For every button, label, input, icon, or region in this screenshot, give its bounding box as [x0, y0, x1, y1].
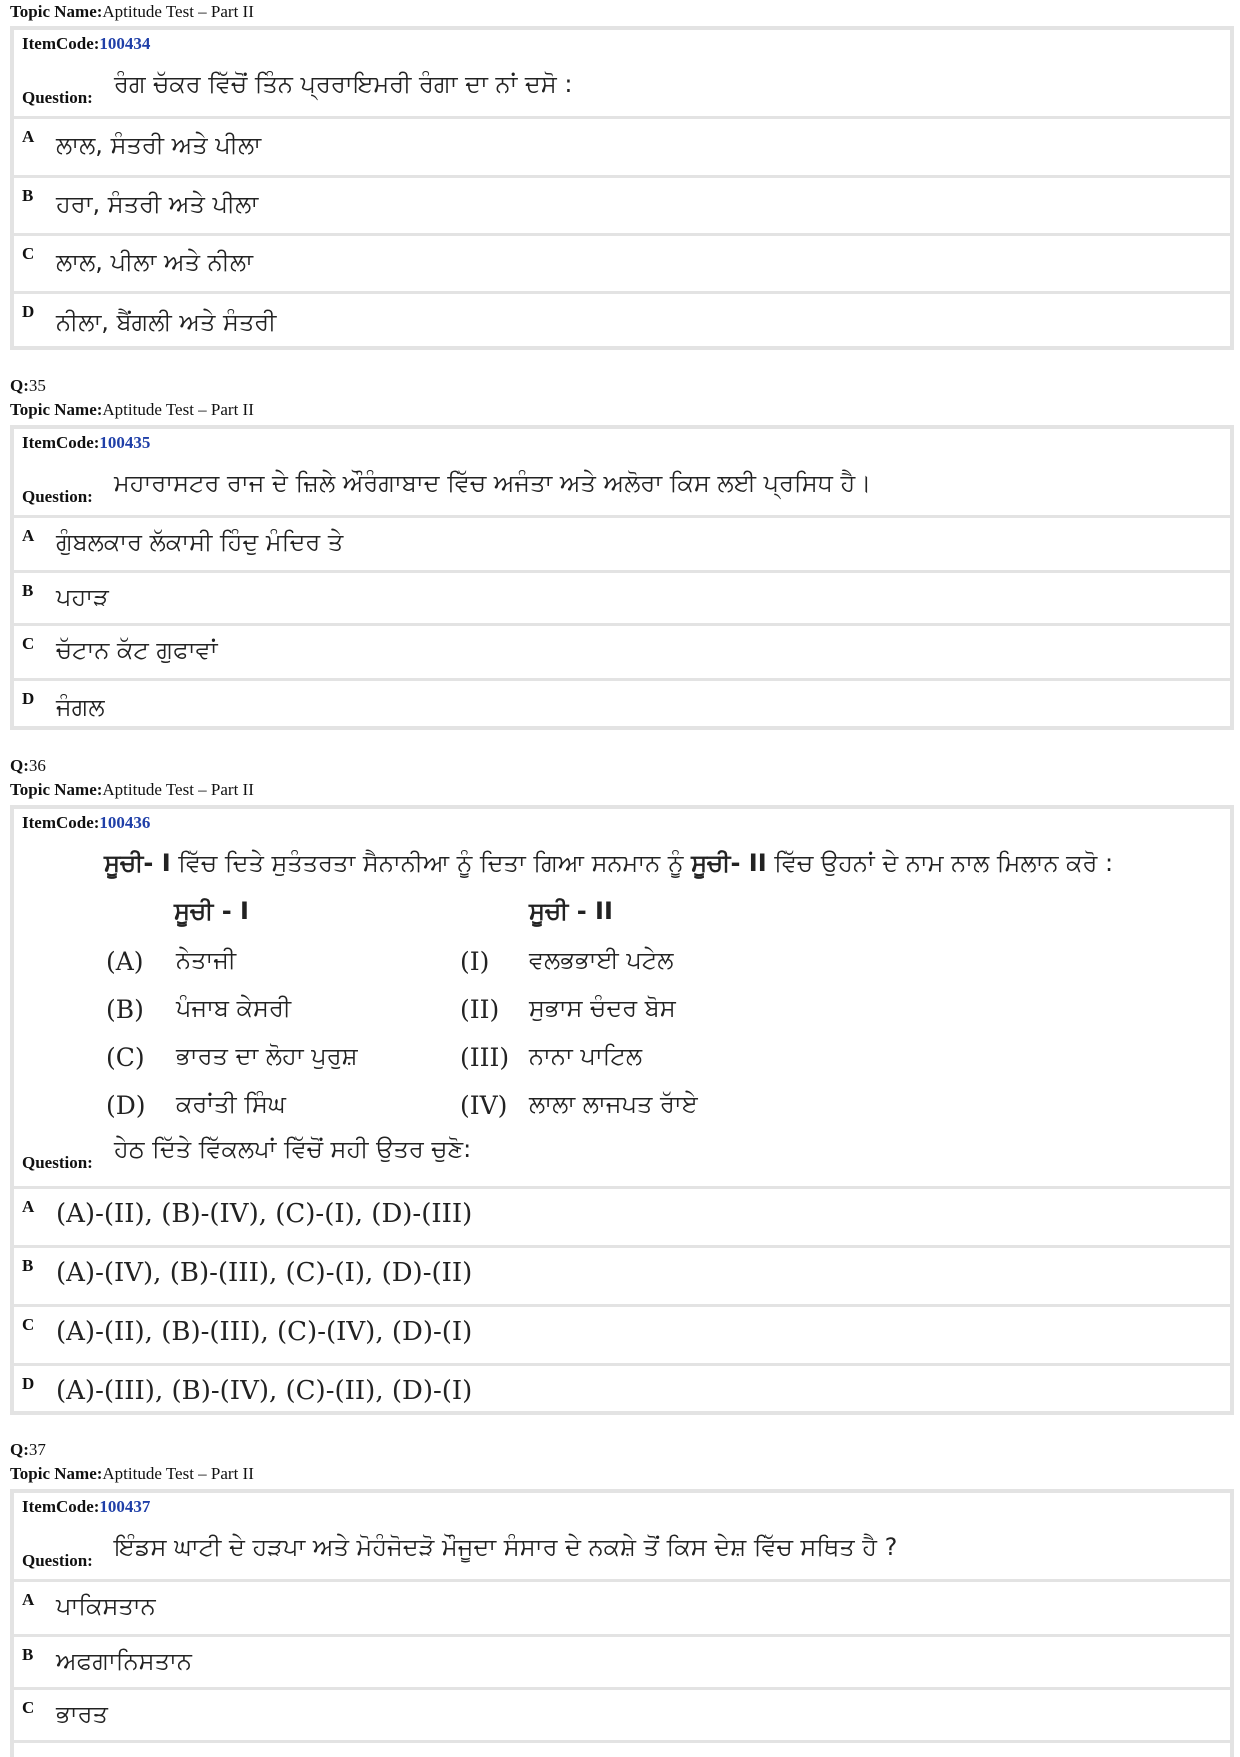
question-text: ਰੰਗ ਚੱਕਰ ਵਿੱਚੋਂ ਤਿੰਨ ਪ੍ਰਰਾਇਮਰੀ ਰੰਗਾ ਦਾ ਨਾਂ ਦਸੋ :: [114, 70, 573, 98]
question-number-q36: [10, 756, 46, 776]
list1-key-d: (D): [106, 1091, 146, 1120]
item-code: [22, 433, 150, 453]
match-instruction: [104, 849, 1113, 877]
list2-key-iii: (III): [460, 1043, 510, 1072]
option-text: ਪਹਾੜ: [56, 583, 109, 611]
topic-name-q35: [10, 400, 254, 420]
option-b[interactable]: [14, 1637, 1230, 1690]
option-text: ਗੁੰਬਲਕਾਰ ਲੱਕਾਸੀ ਹਿੰਦੁ ਮੰਦਿਰ ਤੇ: [56, 528, 344, 556]
item-code-value: 100435: [99, 433, 151, 452]
list2-key-ii: (II): [460, 995, 500, 1024]
option-text: ਪਾਕਿਸਤਾਨ: [56, 1592, 156, 1620]
option-text: ਨੀਲਾ, ਬੈਂਗਲੀ ਅਤੇ ਸੰਤਰੀ: [56, 308, 277, 336]
list2-item-ii: ਸੁਭਾਸ ਚੰਦਰ ਬੋਸ: [529, 994, 676, 1022]
question-label: Question:: [22, 88, 93, 107]
question-row: [14, 1493, 1230, 1582]
option-label: C: [22, 1698, 35, 1717]
topic-label: Topic Name:: [10, 2, 103, 21]
option-c[interactable]: [14, 626, 1230, 681]
list1-heading-text: ਸੂਚੀ - I: [174, 897, 249, 925]
option-d[interactable]: [14, 1366, 1230, 1422]
q-number-value: 35: [28, 376, 46, 395]
option-text: (A)-(IV), (B)-(III), (C)-(I), (D)-(II): [56, 1258, 473, 1288]
topic-name-q37: [10, 1464, 254, 1484]
option-label: B: [22, 1645, 34, 1664]
item-code-label: ItemCode:: [22, 433, 100, 452]
item-code: [22, 34, 150, 54]
question-row: [14, 429, 1230, 518]
q-prefix: Q:: [10, 376, 29, 395]
list2-heading-text: ਸੂਚੀ - II: [529, 897, 613, 925]
item-code-value: 100437: [99, 1497, 151, 1516]
list2-item-i: ਵਲਭਭਾਈ ਪਟੇਲ: [529, 946, 674, 974]
option-label: A: [22, 1197, 35, 1216]
option-a[interactable]: [14, 518, 1230, 573]
q-number-value: 37: [28, 1440, 46, 1459]
question-number-q35: [10, 376, 46, 396]
option-label: B: [22, 186, 34, 205]
question-label: Question:: [22, 1153, 93, 1172]
instruction-end: ਵਿੱਚ ਉਹਨਾਂ ਦੇ ਨਾਮ ਨਾਲ ਮਿਲਾਨ ਕਰੋ :: [774, 849, 1114, 877]
option-label: B: [22, 1256, 34, 1275]
list2-key-i: (I): [460, 947, 490, 976]
list2-item-iii: ਨਾਨਾ ਪਾਟਿਲ: [529, 1042, 643, 1070]
question-label: Question:: [22, 1551, 93, 1570]
question-text: ਇੰਡਸ ਘਾਟੀ ਦੇ ਹੜਪਾ ਅਤੇ ਮੋਹੰਜੋਦੜੋ ਮੌਜੂਦਾ ਸੰਸਾਰ ਦੇ ਨਕਸ਼ੇ ਤੋਂ ਕਿਸ ਦੇਸ਼ ਵਿੱਚ ਸਥਿਤ ਹੈ ?: [114, 1533, 898, 1561]
option-label: D: [22, 302, 35, 321]
list1-key-c: (C): [106, 1043, 145, 1072]
option-text: ਅਫਗਾਨਿਸਤਾਨ: [56, 1647, 192, 1675]
option-label: C: [22, 634, 35, 653]
list1-item-a: ਨੇਤਾਜੀ: [176, 946, 237, 974]
option-label: D: [22, 1374, 35, 1393]
topic-value: Aptitude Test – Part II: [102, 780, 254, 799]
option-c[interactable]: [14, 1690, 1230, 1743]
question-box-q37: [10, 1489, 1234, 1757]
topic-label: Topic Name:: [10, 780, 103, 799]
option-label: A: [22, 1590, 35, 1609]
option-c[interactable]: [14, 236, 1230, 294]
option-d[interactable]: [14, 294, 1230, 354]
question-text: ਮਹਾਰਾਸਟਰ ਰਾਜ ਦੇ ਜ਼ਿਲੇ ਔਰੰਗਾਬਾਦ ਵਿੱਚ ਅਜੰਤਾ ਅਤੇ ਅਲੋਰਾ ਕਿਸ ਲਈ ਪ੍ਰਸਿਧ ਹੈ।: [114, 469, 872, 497]
item-code-label: ItemCode:: [22, 1497, 100, 1516]
option-text: ਹਰਾ, ਸੰਤਰੀ ਅਤੇ ਪੀਲਾ: [56, 190, 259, 218]
item-code-label: ItemCode:: [22, 813, 100, 832]
list2-key-iv: (IV): [460, 1091, 508, 1120]
list1-key-a: (A): [106, 947, 144, 976]
option-text: ਲਾਲ, ਪੀਲਾ ਅਤੇ ਨੀਲਾ: [56, 248, 253, 276]
option-label: D: [22, 689, 35, 708]
topic-label: Topic Name:: [10, 400, 103, 419]
question-box-q34: [10, 26, 1234, 350]
topic-label: Topic Name:: [10, 1464, 103, 1483]
list1-ref: ਸੂਚੀ- I: [104, 849, 171, 877]
option-a[interactable]: [14, 119, 1230, 178]
topic-value: Aptitude Test – Part II: [102, 400, 254, 419]
q-prefix: Q:: [10, 756, 29, 775]
q-number-value: 36: [28, 756, 46, 775]
option-c[interactable]: [14, 1307, 1230, 1366]
list1-key-b: (B): [106, 995, 144, 1024]
option-text: ਭਾਰਤ: [56, 1700, 108, 1728]
question-row: [14, 809, 1230, 1189]
option-d[interactable]: [14, 681, 1230, 733]
list1-item-c: ਭਾਰਤ ਦਾ ਲੋਹਾ ਪੁਰੁਸ਼: [176, 1042, 358, 1070]
topic-value: Aptitude Test – Part II: [102, 1464, 254, 1483]
option-label: A: [22, 526, 35, 545]
list1-item-d: ਕਰਾਂਤੀ ਸਿੰਘ: [176, 1090, 286, 1118]
question-label: Question:: [22, 487, 93, 506]
item-code: [22, 813, 150, 833]
option-b[interactable]: [14, 178, 1230, 236]
option-label: C: [22, 1315, 35, 1334]
list1-item-b: ਪੰਜਾਬ ਕੇਸਰੀ: [176, 994, 292, 1022]
option-text: ਲਾਲ, ਸੰਤਰੀ ਅਤੇ ਪੀਲਾ: [56, 131, 262, 159]
option-text: (A)-(II), (B)-(IV), (C)-(I), (D)-(III): [56, 1199, 473, 1229]
instruction-mid: ਵਿੱਚ ਦਿਤੇ ਸੁਤੰਤਰਤਾ ਸੈਨਾਨੀਆ ਨੂੰ ਦਿਤਾ ਗਿਆ ਸਨਮਾਨ ਨੂੰ: [178, 849, 684, 877]
option-text: ਚੱਟਾਨ ਕੱਟ ਗੁਫਾਵਾਂ: [56, 636, 218, 664]
list2-item-iv: ਲਾਲਾ ਲਾਜਪਤ ਰਾੱਏ: [529, 1090, 698, 1118]
item-code-label: ItemCode:: [22, 34, 100, 53]
item-code-value: 100436: [99, 813, 151, 832]
topic-value: Aptitude Test – Part II: [102, 2, 254, 21]
option-a[interactable]: [14, 1582, 1230, 1637]
option-text: (A)-(III), (B)-(IV), (C)-(II), (D)-(I): [56, 1376, 473, 1406]
option-b[interactable]: [14, 1248, 1230, 1307]
question-row: [14, 30, 1230, 119]
list2-heading: [529, 897, 613, 925]
item-code-value: 100434: [99, 34, 151, 53]
list2-ref: ਸੂਚੀ- II: [691, 849, 767, 877]
list1-heading: [174, 897, 249, 925]
topic-name-q34: [10, 2, 254, 22]
question-number-q37: [10, 1440, 46, 1460]
option-a[interactable]: [14, 1189, 1230, 1248]
option-label: A: [22, 127, 35, 146]
option-label: C: [22, 244, 35, 263]
question-box-q35: [10, 425, 1234, 730]
option-text: ਜੰਗਲ: [56, 693, 105, 721]
option-b[interactable]: [14, 573, 1230, 626]
question-text: ਹੇਠ ਦਿੱਤੇ ਵਿੱਕਲਪਾਂ ਵਿੱਚੋਂ ਸਹੀ ਉਤਰ ਚੁਣੋ:: [114, 1135, 472, 1163]
question-box-q36: [10, 805, 1234, 1415]
q-prefix: Q:: [10, 1440, 29, 1459]
option-text: (A)-(II), (B)-(III), (C)-(IV), (D)-(I): [56, 1317, 473, 1347]
topic-name-q36: [10, 780, 254, 800]
item-code: [22, 1497, 150, 1517]
option-label: B: [22, 581, 34, 600]
